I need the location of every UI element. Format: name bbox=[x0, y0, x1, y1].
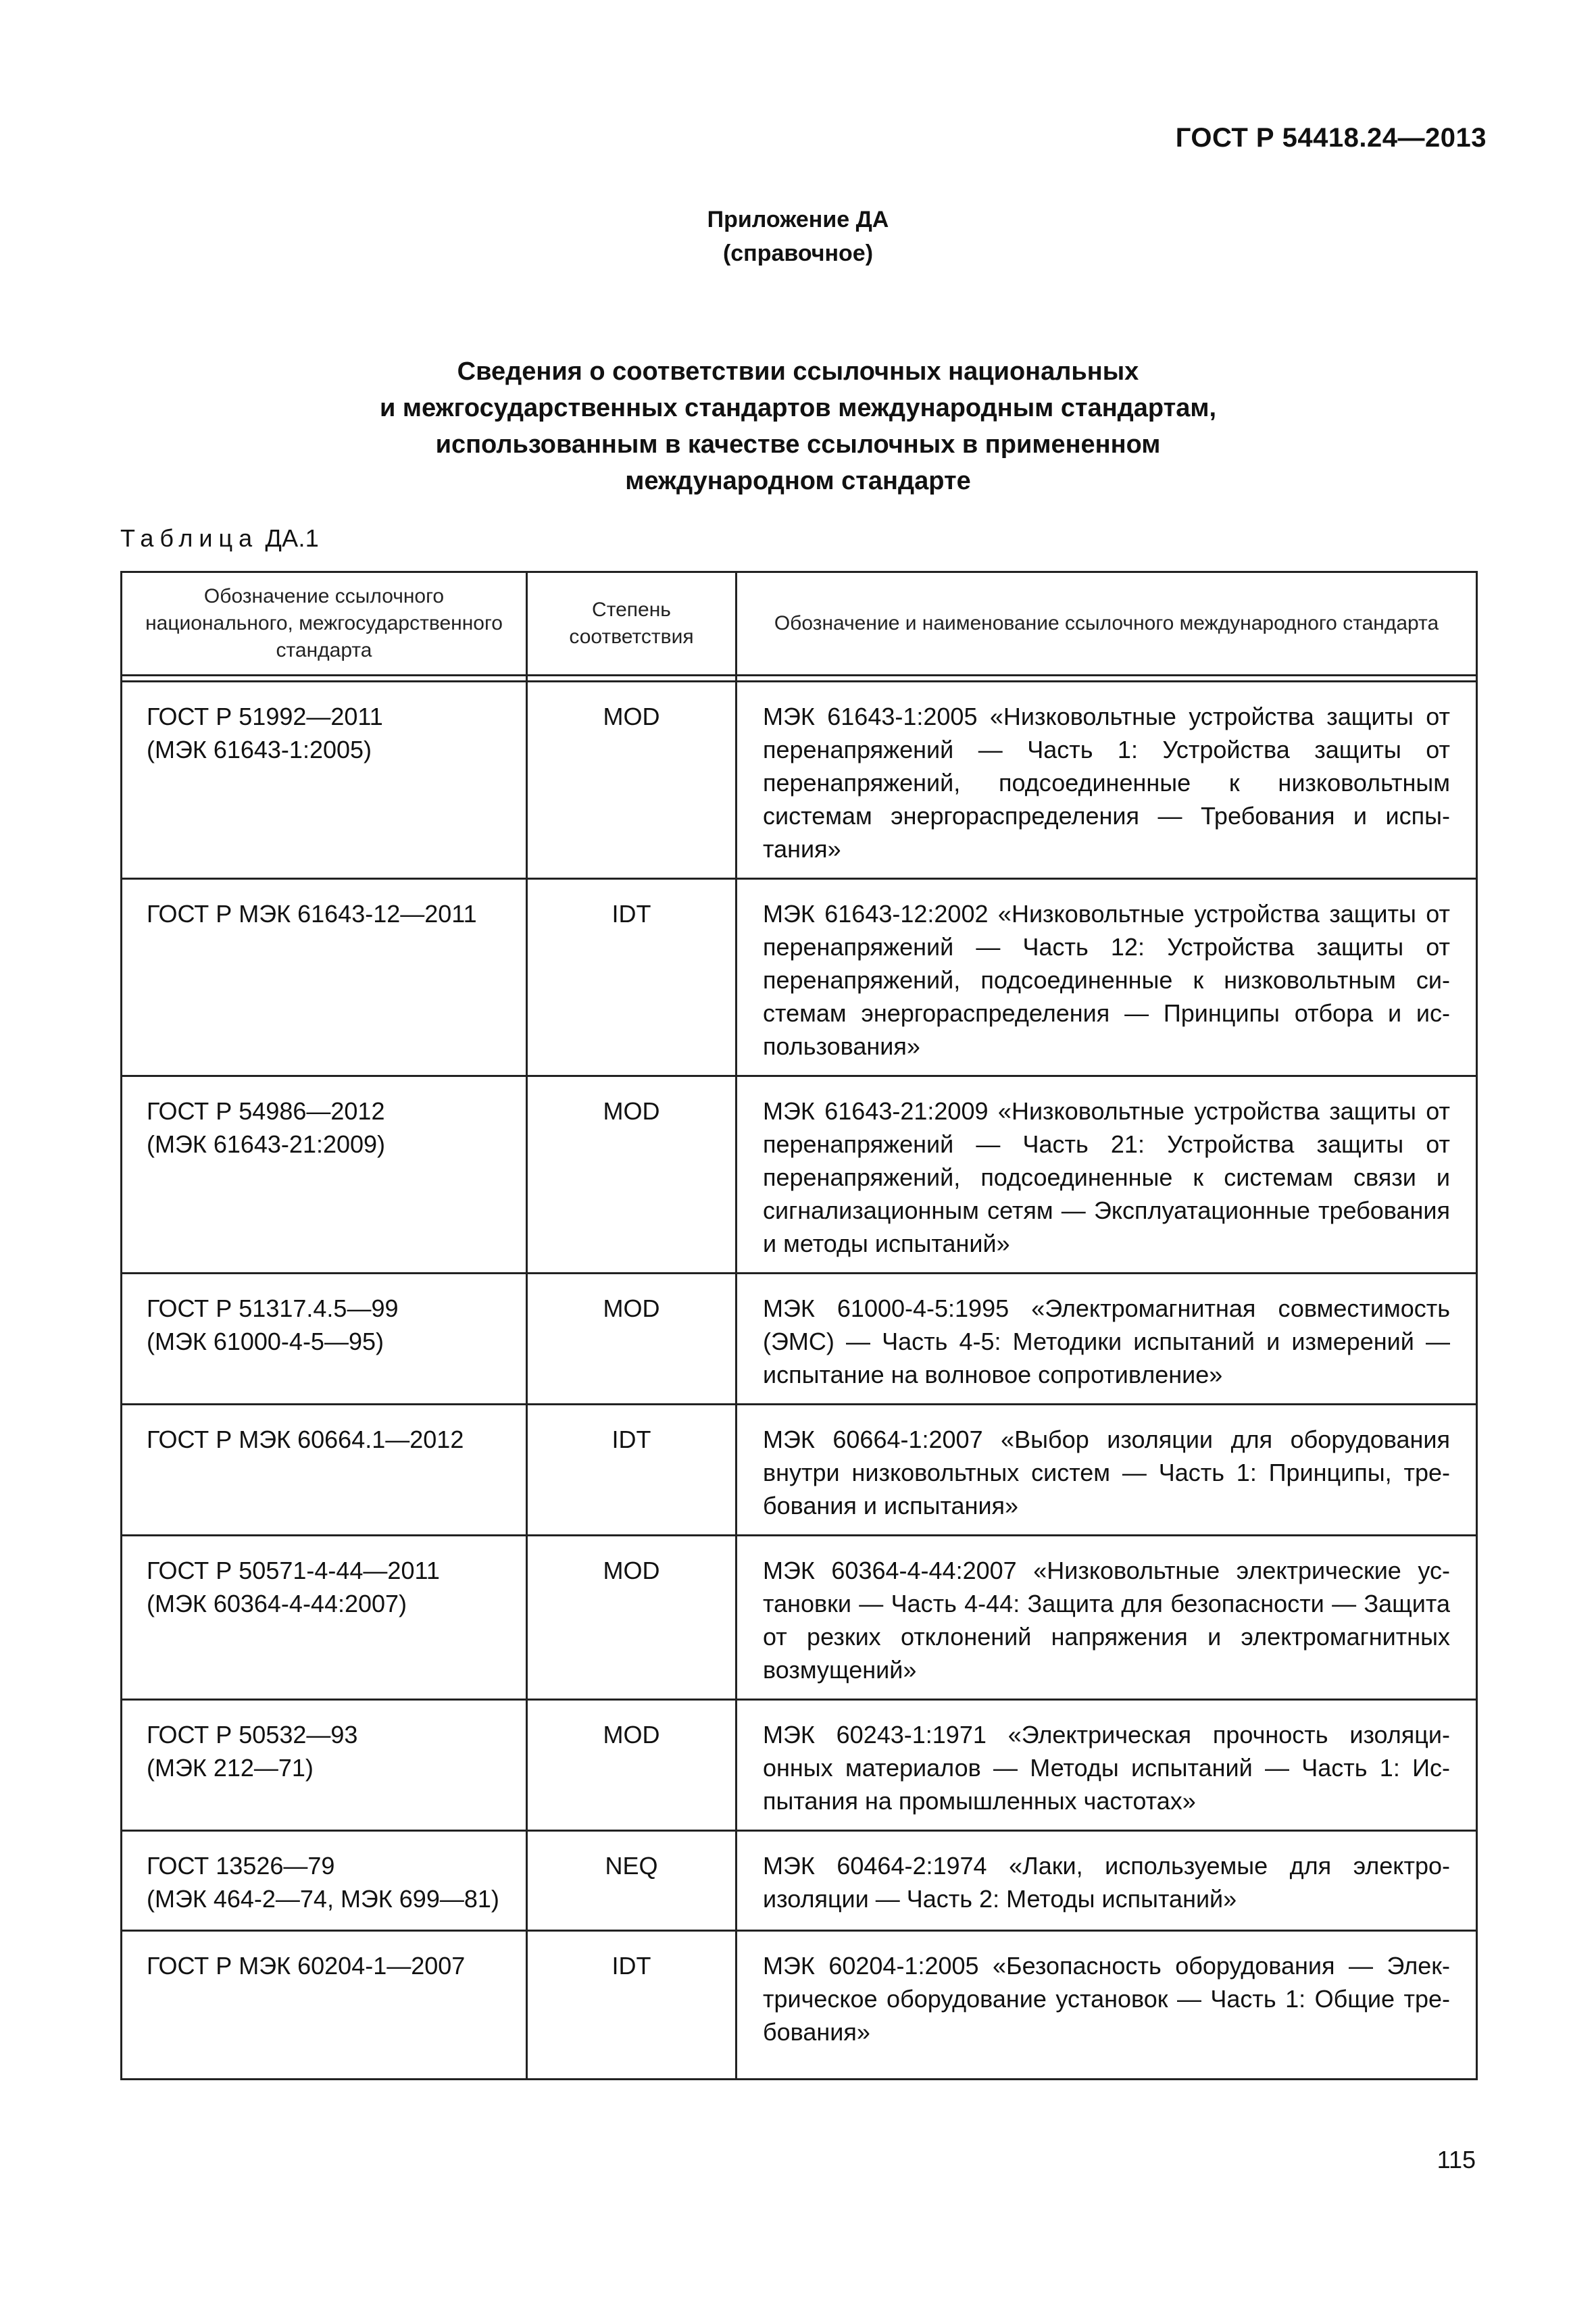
header-degree: Степень соответствия bbox=[527, 572, 737, 676]
cell-international-standard: МЭК 60464-2:1974 «Лаки, используемые для электроизоляции — Часть 2: Методы испытаний» bbox=[737, 1831, 1477, 1931]
separator-cell bbox=[122, 676, 527, 682]
table-row bbox=[122, 1831, 1477, 1931]
title-line-4: международном стандарте bbox=[625, 467, 971, 495]
cell-degree: MOD bbox=[527, 1700, 737, 1831]
table-row bbox=[122, 1700, 1477, 1831]
cell-degree: MOD bbox=[527, 1076, 737, 1274]
national-standard-line: ГОСТ Р МЭК 60204-1—2007 bbox=[147, 1952, 466, 1980]
national-standard-line: (МЭК 60364-4-44:2007) bbox=[147, 1590, 407, 1617]
header-national-standard: Обозначение ссылочного национального, межгосударственного стандарта bbox=[122, 572, 527, 676]
national-standard-line: (МЭК 61000-4-5—95) bbox=[147, 1328, 384, 1355]
cell-international-standard: МЭК 61000-4-5:1995 «Электромагнитная совместимость (ЭМС) — Часть 4-5: Методики испытаний и измерений — испытание на волновое сопротивление» bbox=[737, 1274, 1477, 1405]
cell-international-standard: МЭК 60204-1:2005 «Безопасность оборудования — Электрическое оборудование установок — Часть 1: Общие требования» bbox=[737, 1931, 1477, 2080]
table-caption bbox=[120, 524, 319, 553]
national-standard-line: (МЭК 212—71) bbox=[147, 1754, 314, 1782]
cell-degree: IDT bbox=[527, 879, 737, 1076]
national-standard-line: ГОСТ Р МЭК 60664.1—2012 bbox=[147, 1426, 464, 1453]
separator-cell bbox=[527, 676, 737, 682]
separator-cell bbox=[737, 676, 1477, 682]
cell-national-standard bbox=[122, 1076, 527, 1274]
national-standard-line: ГОСТ Р МЭК 61643-12—2011 bbox=[147, 900, 477, 928]
cell-national-standard bbox=[122, 1274, 527, 1405]
section-title bbox=[0, 353, 1596, 499]
national-standard-line: (МЭК 61643-21:2009) bbox=[147, 1130, 386, 1158]
cell-national-standard bbox=[122, 1405, 527, 1536]
cell-international-standard: МЭК 60243-1:1971 «Электрическая прочность изоляционных материалов — Методы испытаний — Часть 1: Испытания на промышленных частотах» bbox=[737, 1700, 1477, 1831]
cell-degree: MOD bbox=[527, 1536, 737, 1700]
national-standard-line: ГОСТ Р 50532—93 bbox=[147, 1721, 358, 1749]
table-caption-word: Таблица bbox=[120, 524, 259, 552]
cell-degree: IDT bbox=[527, 1931, 737, 2080]
annex-heading bbox=[0, 203, 1596, 270]
table-row bbox=[122, 1931, 1477, 2080]
cell-national-standard bbox=[122, 1700, 527, 1831]
cell-national-standard bbox=[122, 1931, 527, 2080]
table-row bbox=[122, 1405, 1477, 1536]
national-standard-line: (МЭК 61643-1:2005) bbox=[147, 736, 372, 763]
title-line-1: Сведения о соответствии ссылочных национальных bbox=[457, 357, 1139, 386]
cell-national-standard bbox=[122, 1536, 527, 1700]
national-standard-line: (МЭК 464-2—74, МЭК 699—81) bbox=[147, 1885, 499, 1913]
national-standard-line: ГОСТ Р 51317.4.5—99 bbox=[147, 1294, 399, 1322]
cell-international-standard: МЭК 60364-4-44:2007 «Низковольтные электрические установки — Часть 4-44: Защита для безопасности — Защита от резких отклонений напряжения и электромагнитных возмущений» bbox=[737, 1536, 1477, 1700]
header-international-standard: Обозначение и наименование ссылочного международного стандарта bbox=[737, 572, 1477, 676]
table-caption-number: ДА.1 bbox=[265, 524, 320, 552]
table-row bbox=[122, 682, 1477, 879]
national-standard-line: ГОСТ Р 50571-4-44—2011 bbox=[147, 1557, 440, 1584]
table-row bbox=[122, 1536, 1477, 1700]
table-row bbox=[122, 1076, 1477, 1274]
title-line-3: использованным в качестве ссылочных в примененном bbox=[435, 430, 1161, 459]
cell-degree: MOD bbox=[527, 1274, 737, 1405]
cell-degree: IDT bbox=[527, 1405, 737, 1536]
table-body bbox=[122, 572, 1477, 2080]
standards-table bbox=[120, 571, 1478, 2080]
cell-degree: MOD bbox=[527, 682, 737, 879]
page-number: 115 bbox=[1437, 2146, 1476, 2173]
annex-type: (справочное) bbox=[722, 241, 874, 266]
table-row bbox=[122, 879, 1477, 1076]
header-separator bbox=[122, 676, 1477, 682]
national-standard-line: ГОСТ Р 54986—2012 bbox=[147, 1097, 385, 1125]
cell-national-standard bbox=[122, 1831, 527, 1931]
cell-international-standard: МЭК 61643-1:2005 «Низковольтные устройства защиты от перенапряжений — Часть 1: Устройства защиты от перенапряжений, подсоединенные к низковольтным системам энергораспределения — Требования и испытания» bbox=[737, 682, 1477, 879]
cell-international-standard: МЭК 61643-21:2009 «Низковольтные устройства защиты от перенапряжений — Часть 21: Устройства защиты от перенапряжений, подсоединенные к системам связи и сигнализационным сетям — Эксплуатационные требования и методы испытаний» bbox=[737, 1076, 1477, 1274]
cell-national-standard bbox=[122, 879, 527, 1076]
document-code: ГОСТ Р 54418.24—2013 bbox=[1175, 123, 1487, 153]
table-header-row bbox=[122, 572, 1477, 676]
table-row bbox=[122, 1274, 1477, 1405]
national-standard-line: ГОСТ Р 51992—2011 bbox=[147, 703, 383, 730]
title-line-2: и межгосударственных стандартов международным стандартам, bbox=[379, 394, 1217, 422]
annex-title: Приложение ДА bbox=[707, 207, 889, 232]
cell-degree: NEQ bbox=[527, 1831, 737, 1931]
cell-international-standard: МЭК 60664-1:2007 «Выбор изоляции для оборудования внутри низковольтных систем — Часть 1: Принципы, требования и испытания» bbox=[737, 1405, 1477, 1536]
cell-national-standard bbox=[122, 682, 527, 879]
national-standard-line: ГОСТ 13526—79 bbox=[147, 1852, 335, 1880]
cell-international-standard: МЭК 61643-12:2002 «Низковольтные устройства защиты от перенапряжений — Часть 12: Устройства защиты от перенапряжений, подсоединенные к низковольтным системам энергораспределения — Принципы отбора и использования» bbox=[737, 879, 1477, 1076]
